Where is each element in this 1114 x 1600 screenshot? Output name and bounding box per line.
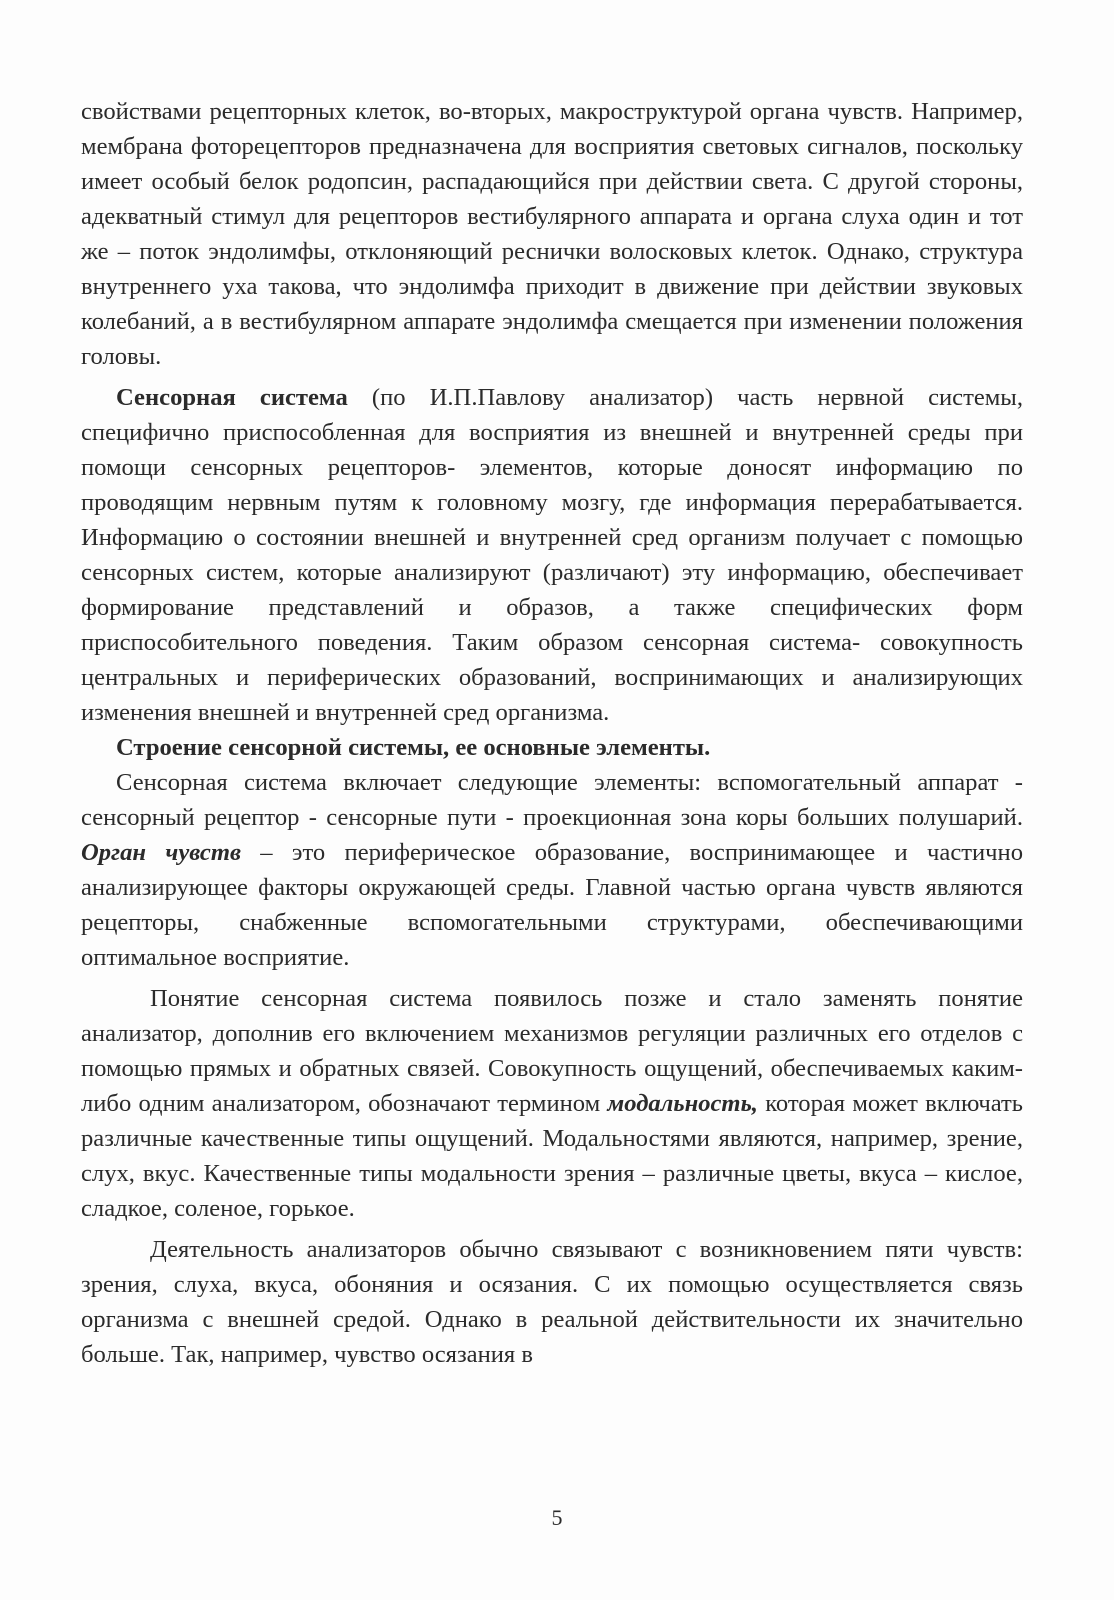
- paragraph-sensory-system-definition: [81, 380, 1023, 730]
- page-number: 5: [551, 1505, 563, 1530]
- term-sensory-system: Сенсорная система: [116, 384, 348, 411]
- section-heading: Строение сенсорной системы, ее основные элементы.: [116, 734, 711, 761]
- paragraph-text: (по И.П.Павлову анализатор) часть нервной системы, специфично приспособленная для восприятия из внешней и внутренней среды при помощи сенсорных рецепторов- элементов, которые доносят информацию по проводящим нервным путям к головному мозгу, где информация перерабатывается. Информацию о состоянии внешней и внутренней сред организм получает с помощью сенсорных систем, которые анализируют (различают) эту информацию, обеспечивает формирование представлений и образов, а также специфических форм приспособительного поведения. Таким образом сенсорная система- совокупность центральных и периферических образований, воспринимающих и анализирующих изменения внешней и внутренней сред организма.: [81, 384, 1023, 726]
- paragraph-text: Понятие сенсорная система появилось позже и стало заменять понятие анализатор, дополнив его включением механизмов регуляции различных его отделов с помощью прямых и обратных связей. Совокупность ощущений, обеспечиваемых каким-либо одним анализатором, обозначают термином: [81, 985, 1023, 1117]
- body-text: [81, 94, 1023, 1372]
- paragraph-text: которая может включать различные качественные типы ощущений. Модальностями являются, например, зрение, слух, вкус. Качественные типы модальности зрения – различные цветы, вкуса – кислое, сладкое, соленое, горькое.: [81, 1090, 1024, 1222]
- paragraph-modality: [81, 981, 1023, 1226]
- paragraph-five-senses: Деятельность анализаторов обычно связывают с возникновением пяти чувств: зрения, слуха, вкуса, обоняния и осязания. С их помощью осуществляется связь организма с внешней средой. Однако в реальной действительности их значительно больше. Так, например, чувство осязания в: [81, 1236, 1023, 1368]
- term-modality: модальность,: [607, 1090, 758, 1117]
- paragraph-text: Сенсорная система включает следующие элементы: вспомогательный аппарат - сенсорный рецептор - сенсорные пути - проекционная зона коры больших полушарий.: [81, 769, 1023, 831]
- paragraph-elements: [81, 765, 1023, 975]
- paragraph-continuation: свойствами рецепторных клеток, во-вторых, макроструктурой органа чувств. Например, мембрана фоторецепторов предназначена для восприятия световых сигналов, поскольку имеет особый белок родопсин, распадающийся при действии света. С другой стороны, адекватный стимул для рецепторов вестибулярного аппарата и органа слуха один и тот же – поток эндолимфы, отклоняющий реснички волосковых клеток. Однако, структура внутреннего уха такова, что эндолимфа приходит в движение при действии звуковых колебаний, а в вестибулярном аппарате эндолимфа смещается при изменении положения головы.: [81, 98, 1023, 370]
- paragraph-text: – это периферическое образование, воспринимающее и частично анализирующее факторы окружающей среды. Главной частью органа чувств являются рецепторы, снабженные вспомогательными структурами, обеспечивающими оптимальное восприятие.: [81, 839, 1023, 971]
- term-sense-organ: Орган чувств: [81, 839, 241, 866]
